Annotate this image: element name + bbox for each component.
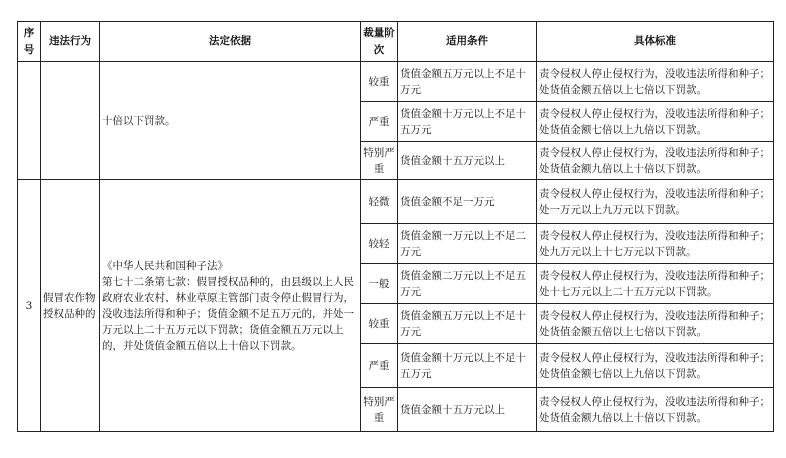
level-cell: 严重 — [361, 102, 398, 142]
standard-cell: 责令侵权人停止侵权行为，没收违法所得和种子；处货值金额五倍以上七倍以下罚款。 — [537, 304, 774, 344]
group1-no-cell — [18, 62, 41, 180]
standard-cell: 责令侵权人停止侵权行为，没收违法所得和种子；处十七万元以上二十五万元以下罚款。 — [537, 264, 774, 304]
table-row — [18, 180, 774, 224]
header-basis: 法定依据 — [100, 22, 361, 62]
condition-cell: 货值金额十五万元以上 — [398, 388, 537, 432]
group2-behavior-cell: 假冒农作物授权品种的 — [41, 180, 100, 432]
condition-cell: 货值金额五万元以上不足十万元 — [398, 62, 537, 102]
standard-cell: 责令侵权人停止侵权行为，没收违法所得和种子；处货值金额七倍以上九倍以下罚款。 — [537, 344, 774, 388]
condition-cell: 货值金额二万元以上不足五万元 — [398, 264, 537, 304]
header-condition: 适用条件 — [398, 22, 537, 62]
group1-behavior-cell — [41, 62, 100, 180]
header-standard: 具体标准 — [537, 22, 774, 62]
standard-cell: 责令侵权人停止侵权行为，没收违法所得和种子；处货值金额七倍以上九倍以下罚款。 — [537, 102, 774, 142]
header-level: 裁量阶次 — [361, 22, 398, 62]
standard-cell: 责令侵权人停止侵权行为，没收违法所得和种子；处九万元以上十七万元以下罚款。 — [537, 224, 774, 264]
group1-basis-cell: 十倍以下罚款。 — [100, 62, 361, 180]
level-cell: 特别严重 — [361, 142, 398, 180]
group2-basis-cell: 《中华人民共和国种子法》 第七十二条第七款：假冒授权品种的，由县级以上人民政府农业农村、林业草原主管部门责令停止假冒行为，没收违法所得和种子；货值金额不足五万元的，并处一万元以上二十五万元以下罚款；货值金额五万元以上的，并处货值金额五倍以上十倍以下罚款。 — [100, 180, 361, 432]
condition-cell: 货值金额五万元以上不足十万元 — [398, 304, 537, 344]
condition-cell: 货值金额一万元以上不足二万元 — [398, 224, 537, 264]
standard-cell: 责令侵权人停止侵权行为，没收违法所得和种子；处货值金额九倍以上十倍以下罚款。 — [537, 142, 774, 180]
level-cell: 一般 — [361, 264, 398, 304]
penalty-table — [17, 21, 774, 432]
level-cell: 较轻 — [361, 224, 398, 264]
level-cell: 严重 — [361, 344, 398, 388]
standard-cell: 责令侵权人停止侵权行为，没收违法所得和种子；处货值金额五倍以上七倍以下罚款。 — [537, 62, 774, 102]
level-cell: 较重 — [361, 62, 398, 102]
level-cell: 轻微 — [361, 180, 398, 224]
level-cell: 较重 — [361, 304, 398, 344]
table-row — [18, 62, 774, 102]
header-behavior: 违法行为 — [41, 22, 100, 62]
standard-cell: 责令侵权人停止侵权行为，没收违法所得和种子；处一万元以上九万元以下罚款。 — [537, 180, 774, 224]
level-cell: 特别严重 — [361, 388, 398, 432]
header-row — [18, 22, 774, 62]
condition-cell: 货值金额十万元以上不足十五万元 — [398, 344, 537, 388]
condition-cell: 货值金额不足一万元 — [398, 180, 537, 224]
condition-cell: 货值金额十万元以上不足十五万元 — [398, 102, 537, 142]
header-no: 序号 — [18, 22, 41, 62]
standard-cell: 责令侵权人停止侵权行为，没收违法所得和种子；处货值金额九倍以上十倍以下罚款。 — [537, 388, 774, 432]
condition-cell: 货值金额十五万元以上 — [398, 142, 537, 180]
group2-no-cell: 3 — [18, 180, 41, 432]
